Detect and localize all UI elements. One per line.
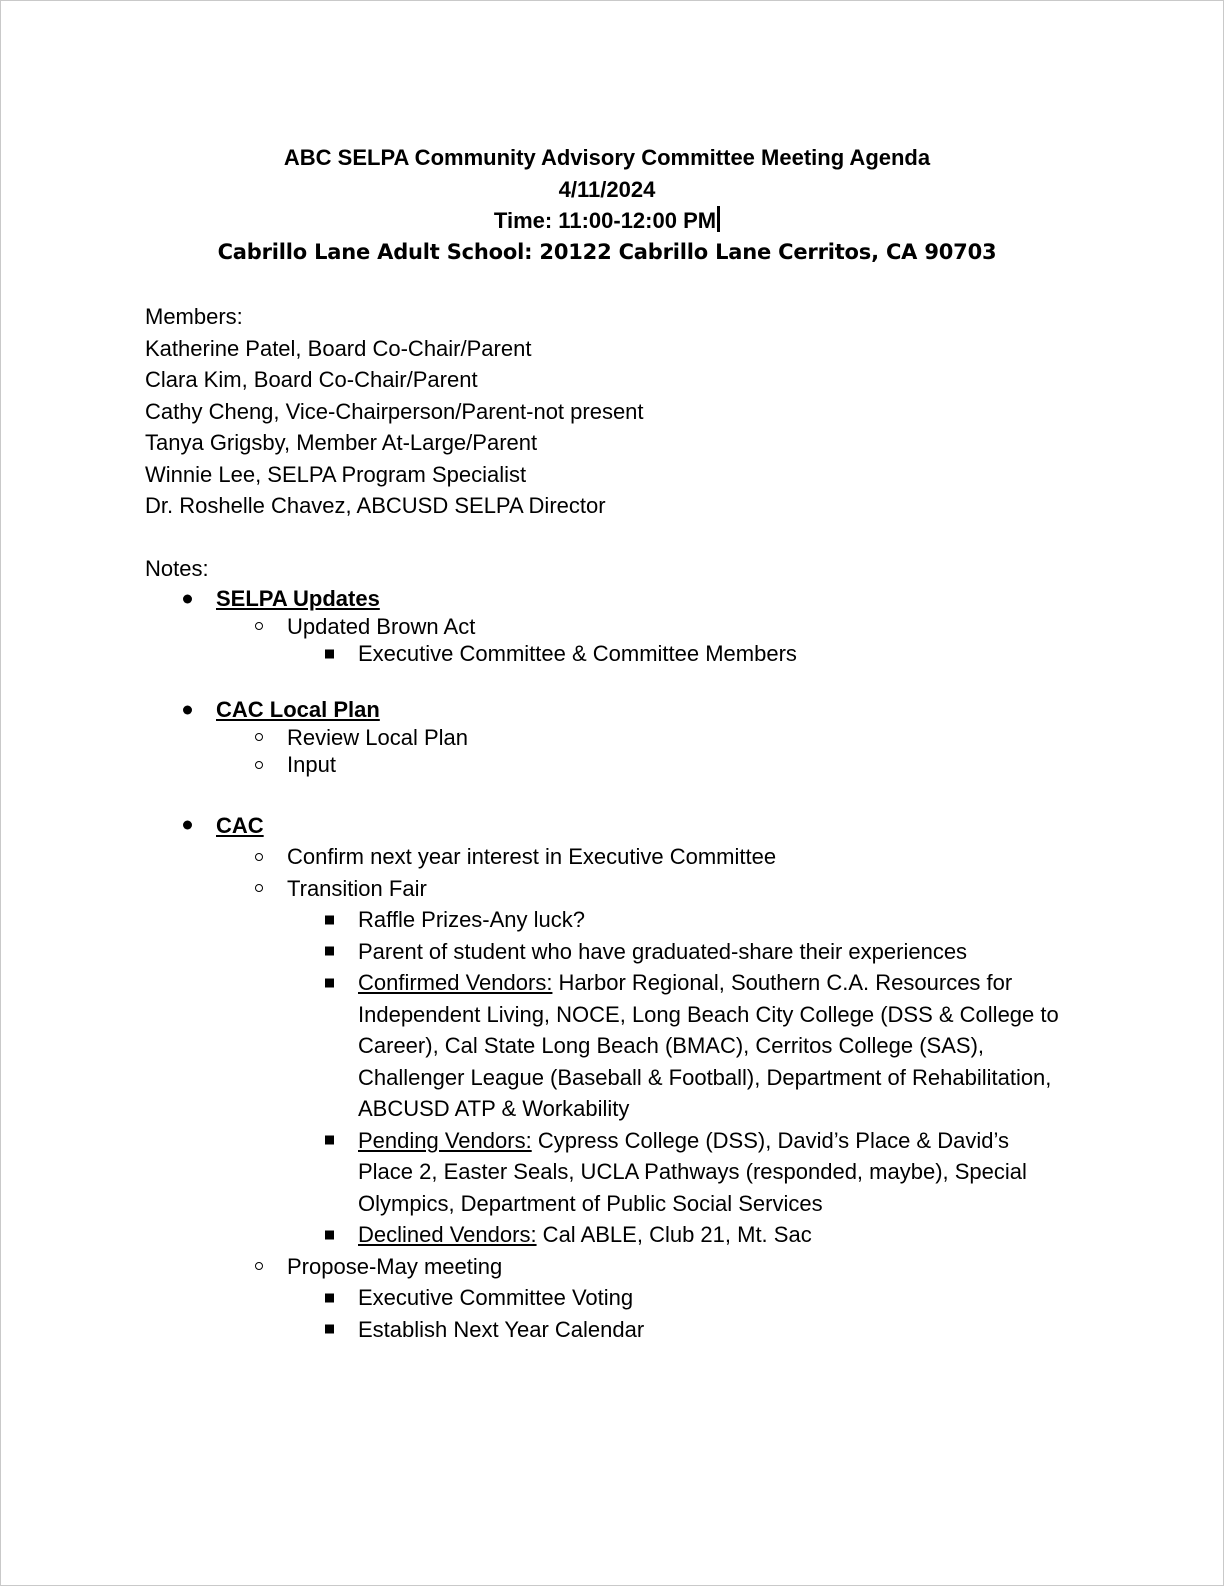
- section-selpa-updates: [145, 585, 1145, 613]
- bullet-square-icon: [325, 649, 334, 658]
- list-item-text: Review Local Plan: [287, 724, 468, 750]
- list-item: [145, 1314, 1145, 1346]
- member-item: Winnie Lee, SELPA Program Specialist: [145, 461, 527, 487]
- bullet-disc-icon: [183, 594, 192, 603]
- member-item: Tanya Grigsby, Member At-Large/Parent: [145, 430, 538, 455]
- list-item: [145, 936, 1145, 968]
- agenda-header: [1, 142, 1213, 268]
- pending-vendors-item: [145, 1125, 1145, 1220]
- confirmed-vendors-text: [358, 967, 1068, 1125]
- list-item-text: Propose-May meeting: [287, 1253, 503, 1279]
- declined-vendors-label: Declined Vendors:: [358, 1222, 537, 1247]
- declined-vendors-list: Cal ABLE, Club 21, Mt. Sac: [536, 1222, 812, 1247]
- list-item: [145, 1282, 1145, 1314]
- bullet-square-icon: [325, 947, 334, 956]
- list-item-text: Parent of student who have graduated-share their experiences: [358, 938, 968, 964]
- spacer: [145, 522, 1145, 554]
- bullet-square-icon: [325, 915, 334, 924]
- text-cursor: [717, 206, 720, 232]
- bullet-square-icon: [325, 978, 334, 987]
- list-item: [145, 873, 1145, 905]
- section-title: CAC: [216, 812, 264, 838]
- confirmed-vendors-label: Confirmed Vendors:: [358, 970, 553, 995]
- bullet-square-icon: [325, 1230, 334, 1239]
- declined-vendors-item: [145, 1219, 1145, 1251]
- list-item: [145, 904, 1145, 936]
- confirmed-vendors-list: Harbor Regional, Southern C.A. Resources for Independent Living, NOCE, Long Beach City College (DSS & College to Career), Cal State Long Beach (BMAC), Cerritos College (SAS), Challenger League (Baseball & Football), Department of Rehabilitation, ABCUSD ATP & Workability: [358, 970, 1059, 1121]
- agenda-time-line: [1, 205, 1213, 237]
- list-item: [145, 613, 1145, 641]
- agenda-title: ABC SELPA Community Advisory Committee Meeting Agenda: [283, 145, 931, 170]
- list-item: [145, 1251, 1145, 1283]
- list-item: [145, 640, 1145, 668]
- bullet-circle-icon: [255, 733, 263, 741]
- pending-vendors-text: [358, 1125, 1068, 1220]
- list-item-text: Executive Committee & Committee Members: [358, 641, 797, 666]
- section-cac: [145, 810, 1145, 842]
- bullet-circle-icon: [255, 761, 263, 769]
- member-item: Cathy Cheng, Vice-Chairperson/Parent-not present: [145, 398, 644, 424]
- list-item: [145, 841, 1145, 873]
- bullet-disc-icon: [183, 705, 192, 714]
- pending-vendors-list: Cypress College (DSS), David’s Place & David’s Place 2, Easter Seals, UCLA Pathways (responded, maybe), Special Olympics, Department of Public Social Services: [358, 1127, 1027, 1216]
- list-item-text: Executive Committee Voting: [358, 1285, 634, 1310]
- confirmed-vendors-item: [145, 967, 1145, 1125]
- member-item: Dr. Roshelle Chavez, ABCUSD SELPA Director: [145, 493, 606, 518]
- list-item-text: Transition Fair: [287, 875, 427, 901]
- list-item-text: Updated Brown Act: [287, 613, 476, 639]
- list-item: [145, 751, 1145, 779]
- list-item-text: Confirm next year interest in Executive Committee: [287, 844, 777, 869]
- member-item: Clara Kim, Board Co-Chair/Parent: [145, 367, 478, 392]
- list-item: [145, 724, 1145, 752]
- list-item-text: Raffle Prizes-Any luck?: [358, 907, 586, 932]
- section-title: CAC Local Plan: [216, 696, 380, 722]
- bullet-square-icon: [325, 1136, 334, 1145]
- bullet-circle-icon: [255, 1262, 263, 1270]
- spacer: [145, 668, 1145, 696]
- bullet-circle-icon: [255, 884, 263, 892]
- bullet-square-icon: [325, 1293, 334, 1302]
- member-item: Katherine Patel, Board Co-Chair/Parent: [145, 335, 532, 361]
- agenda-time: Time: 11:00-12:00 PM: [493, 208, 717, 233]
- list-item-text: Input: [287, 752, 336, 777]
- bullet-square-icon: [325, 1325, 334, 1334]
- bullet-circle-icon: [255, 622, 263, 630]
- bullet-disc-icon: [183, 821, 192, 830]
- spacer: [145, 779, 1145, 810]
- agenda-body: [145, 301, 1145, 1345]
- agenda-location: Cabrillo Lane Adult School: 20122 Cabrillo Lane Cerritos, CA 90703: [217, 239, 997, 264]
- members-label: Members:: [145, 304, 243, 329]
- section-title: SELPA Updates: [216, 585, 380, 611]
- section-cac-local-plan: [145, 696, 1145, 724]
- notes-label: Notes:: [145, 556, 209, 581]
- list-item-text: Establish Next Year Calendar: [358, 1316, 645, 1342]
- agenda-date: 4/11/2024: [558, 176, 656, 202]
- bullet-circle-icon: [255, 853, 263, 861]
- pending-vendors-label: Pending Vendors:: [358, 1127, 532, 1153]
